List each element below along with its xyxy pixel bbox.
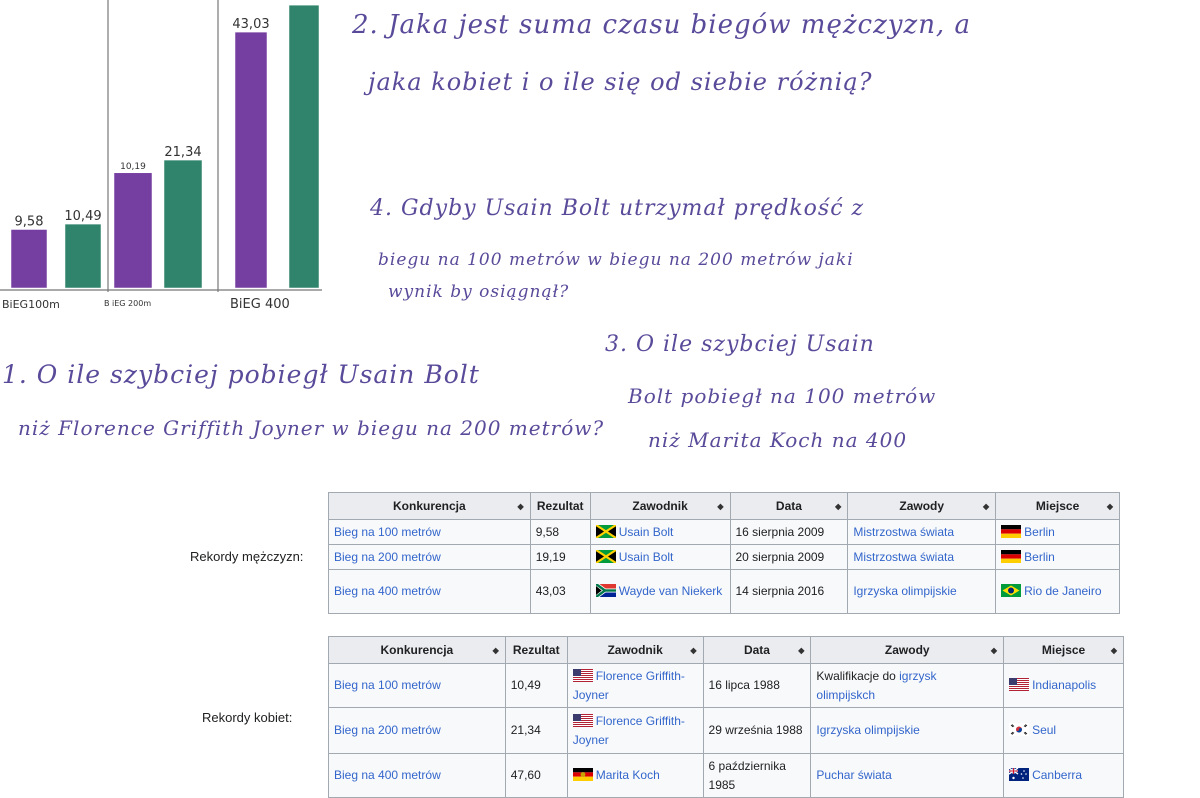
brazil-flag-icon <box>1001 584 1021 597</box>
athlete-link[interactable]: Usain Bolt <box>618 524 674 539</box>
hand-drawn-bar-chart <box>0 0 330 320</box>
column-header[interactable]: Data ◆ <box>730 493 848 520</box>
column-header[interactable]: Data ◆ <box>703 637 811 664</box>
column-header[interactable]: Zawodnik ◆ <box>590 493 730 520</box>
question-3-line-2: Bolt pobiegł na 100 metrów <box>628 384 937 408</box>
question-3-line-1: 3. O ile szybciej Usain <box>605 332 875 357</box>
athlete-link[interactable]: Florence Griffith-Joyner <box>572 713 685 747</box>
place-link[interactable]: Indianapolis <box>1032 678 1097 692</box>
sort-icon[interactable]: ◆ <box>717 502 724 511</box>
athlete-link[interactable]: Marita Koch <box>595 768 660 782</box>
date-cell: 29 września 1988 <box>703 708 811 754</box>
event-link[interactable]: Bieg na 100 metrów <box>334 678 441 692</box>
australia-flag-icon <box>1009 768 1029 781</box>
table-header-row <box>329 637 1124 664</box>
competition-link[interactable]: Mistrzostwa świata <box>853 524 955 539</box>
event-link[interactable]: Bieg na 400 metrów <box>334 768 441 782</box>
table-row <box>329 754 1124 798</box>
date-cell: 14 sierpnia 2016 <box>730 570 848 614</box>
bar-value-label: 10,49 <box>64 209 102 225</box>
result-cell: 10,49 <box>505 664 567 708</box>
competition-link[interactable]: Igrzyska olimpijskie <box>816 723 920 737</box>
sort-icon[interactable]: ◆ <box>835 502 842 511</box>
question-4-line-2: biegu na 100 metrów w biegu na 200 metrów jaki <box>378 250 854 270</box>
result-cell: 19,19 <box>530 545 590 570</box>
table-row <box>329 520 1120 545</box>
bar <box>66 225 100 287</box>
korea-flag-icon <box>1009 723 1029 736</box>
event-link[interactable]: Bieg na 400 metrów <box>334 584 441 598</box>
sort-icon[interactable]: ◆ <box>492 646 499 655</box>
sort-icon[interactable]: ◆ <box>1110 646 1117 655</box>
bar <box>290 6 318 287</box>
jamaica-flag-icon <box>596 525 616 538</box>
result-cell: 43,03 <box>530 570 590 614</box>
question-1-line-2: niż Florence Griffith Joyner w biegu na 200 metrów? <box>18 416 605 440</box>
event-link[interactable]: Bieg na 200 metrów <box>334 723 441 737</box>
question-4-line-1: 4. Gdyby Usain Bolt utrzymał prędkość z <box>370 196 865 221</box>
date-cell: 16 lipca 1988 <box>703 664 811 708</box>
place-link[interactable]: Berlin <box>1024 524 1055 539</box>
event-link[interactable]: Bieg na 100 metrów <box>334 524 441 539</box>
gdr-flag-icon <box>573 768 593 781</box>
bar-value-label: 21,34 <box>164 145 202 161</box>
athlete-link[interactable]: Florence Griffith-Joyner <box>572 668 685 702</box>
column-header[interactable]: Konkurencja ◆ <box>329 637 506 664</box>
table-row <box>329 708 1124 754</box>
place-link[interactable]: Rio de Janeiro <box>1024 584 1102 598</box>
sort-icon[interactable]: ◆ <box>517 502 524 511</box>
usa-flag-icon <box>1009 678 1029 691</box>
usa-flag-icon <box>573 714 593 727</box>
bar <box>115 174 151 287</box>
jamaica-flag-icon <box>596 550 616 563</box>
result-cell: 47,60 <box>505 754 567 798</box>
usa-flag-icon <box>573 669 593 682</box>
sort-icon[interactable]: ◆ <box>798 646 805 655</box>
competition-link[interactable]: Puchar świata <box>816 768 892 782</box>
south-africa-flag-icon <box>596 584 616 597</box>
men-records-label: Rekordy mężczyzn: <box>190 549 304 564</box>
category-label: BiEG 400 <box>230 297 290 312</box>
bar-value-label: 9,58 <box>14 214 44 230</box>
athlete-link[interactable]: Usain Bolt <box>618 549 674 564</box>
date-cell: 20 sierpnia 2009 <box>730 545 848 570</box>
category-label: BiEG100m <box>2 298 60 311</box>
bar-value-label: 43,03 <box>232 17 270 33</box>
question-2-line-2: jaka kobiet i o ile się od siebie różnią? <box>368 68 873 96</box>
competition-link[interactable]: igrzysk olimpijskch <box>816 668 937 702</box>
column-header[interactable]: Rezultat <box>530 493 590 520</box>
bar <box>165 161 201 287</box>
bar <box>236 33 266 287</box>
table-row <box>329 570 1120 614</box>
result-cell: 21,34 <box>505 708 567 754</box>
competition-plain: Kwalifikacje do <box>816 668 900 683</box>
result-cell: 9,58 <box>530 520 590 545</box>
question-4-line-3: wynik by osiągnął? <box>388 282 570 302</box>
event-link[interactable]: Bieg na 200 metrów <box>334 549 441 564</box>
question-1-line-1: 1. O ile szybciej pobiegł Usain Bolt <box>2 360 480 389</box>
bar <box>12 230 46 287</box>
column-header[interactable]: Zawodnik ◆ <box>567 637 703 664</box>
sort-icon[interactable]: ◆ <box>982 502 990 511</box>
column-header[interactable]: Miejsce ◆ <box>1004 637 1124 664</box>
bar-value-label: 10,19 <box>120 161 146 172</box>
date-cell: 6 października 1985 <box>703 754 811 798</box>
place-link[interactable]: Berlin <box>1024 549 1055 564</box>
women-records-table <box>328 636 1124 798</box>
table-header-row <box>329 493 1120 520</box>
women-records-label: Rekordy kobiet: <box>202 710 293 725</box>
column-header[interactable]: Konkurencja ◆ <box>329 493 531 520</box>
competition-link[interactable]: Igrzyska olimpijskie <box>853 584 957 598</box>
sort-icon[interactable]: ◆ <box>990 646 998 655</box>
place-link[interactable]: Seul <box>1032 723 1057 737</box>
question-2-line-1: 2. Jaka jest suma czasu biegów mężczyzn, a <box>352 10 971 40</box>
column-header[interactable]: Zawody ◆ <box>811 637 1004 664</box>
table-row <box>329 545 1120 570</box>
date-cell: 16 sierpnia 2009 <box>730 520 848 545</box>
sort-icon[interactable]: ◆ <box>690 646 697 655</box>
sort-icon[interactable]: ◆ <box>1106 502 1113 511</box>
athlete-link[interactable]: Wayde van Niekerk <box>618 584 723 598</box>
column-header[interactable]: Rezultat <box>505 637 567 664</box>
men-records-table <box>328 492 1120 614</box>
competition-link[interactable]: Mistrzostwa świata <box>853 549 955 564</box>
place-link[interactable]: Canberra <box>1032 768 1083 782</box>
table-row <box>329 664 1124 708</box>
category-label: B iEG 200m <box>104 299 152 308</box>
column-header[interactable]: Zawody ◆ <box>848 493 996 520</box>
question-3-line-3: niż Marita Koch na 400 <box>648 428 908 452</box>
column-header[interactable]: Miejsce ◆ <box>996 493 1120 520</box>
germany-flag-icon <box>1001 525 1021 538</box>
germany-flag-icon <box>1001 550 1021 563</box>
